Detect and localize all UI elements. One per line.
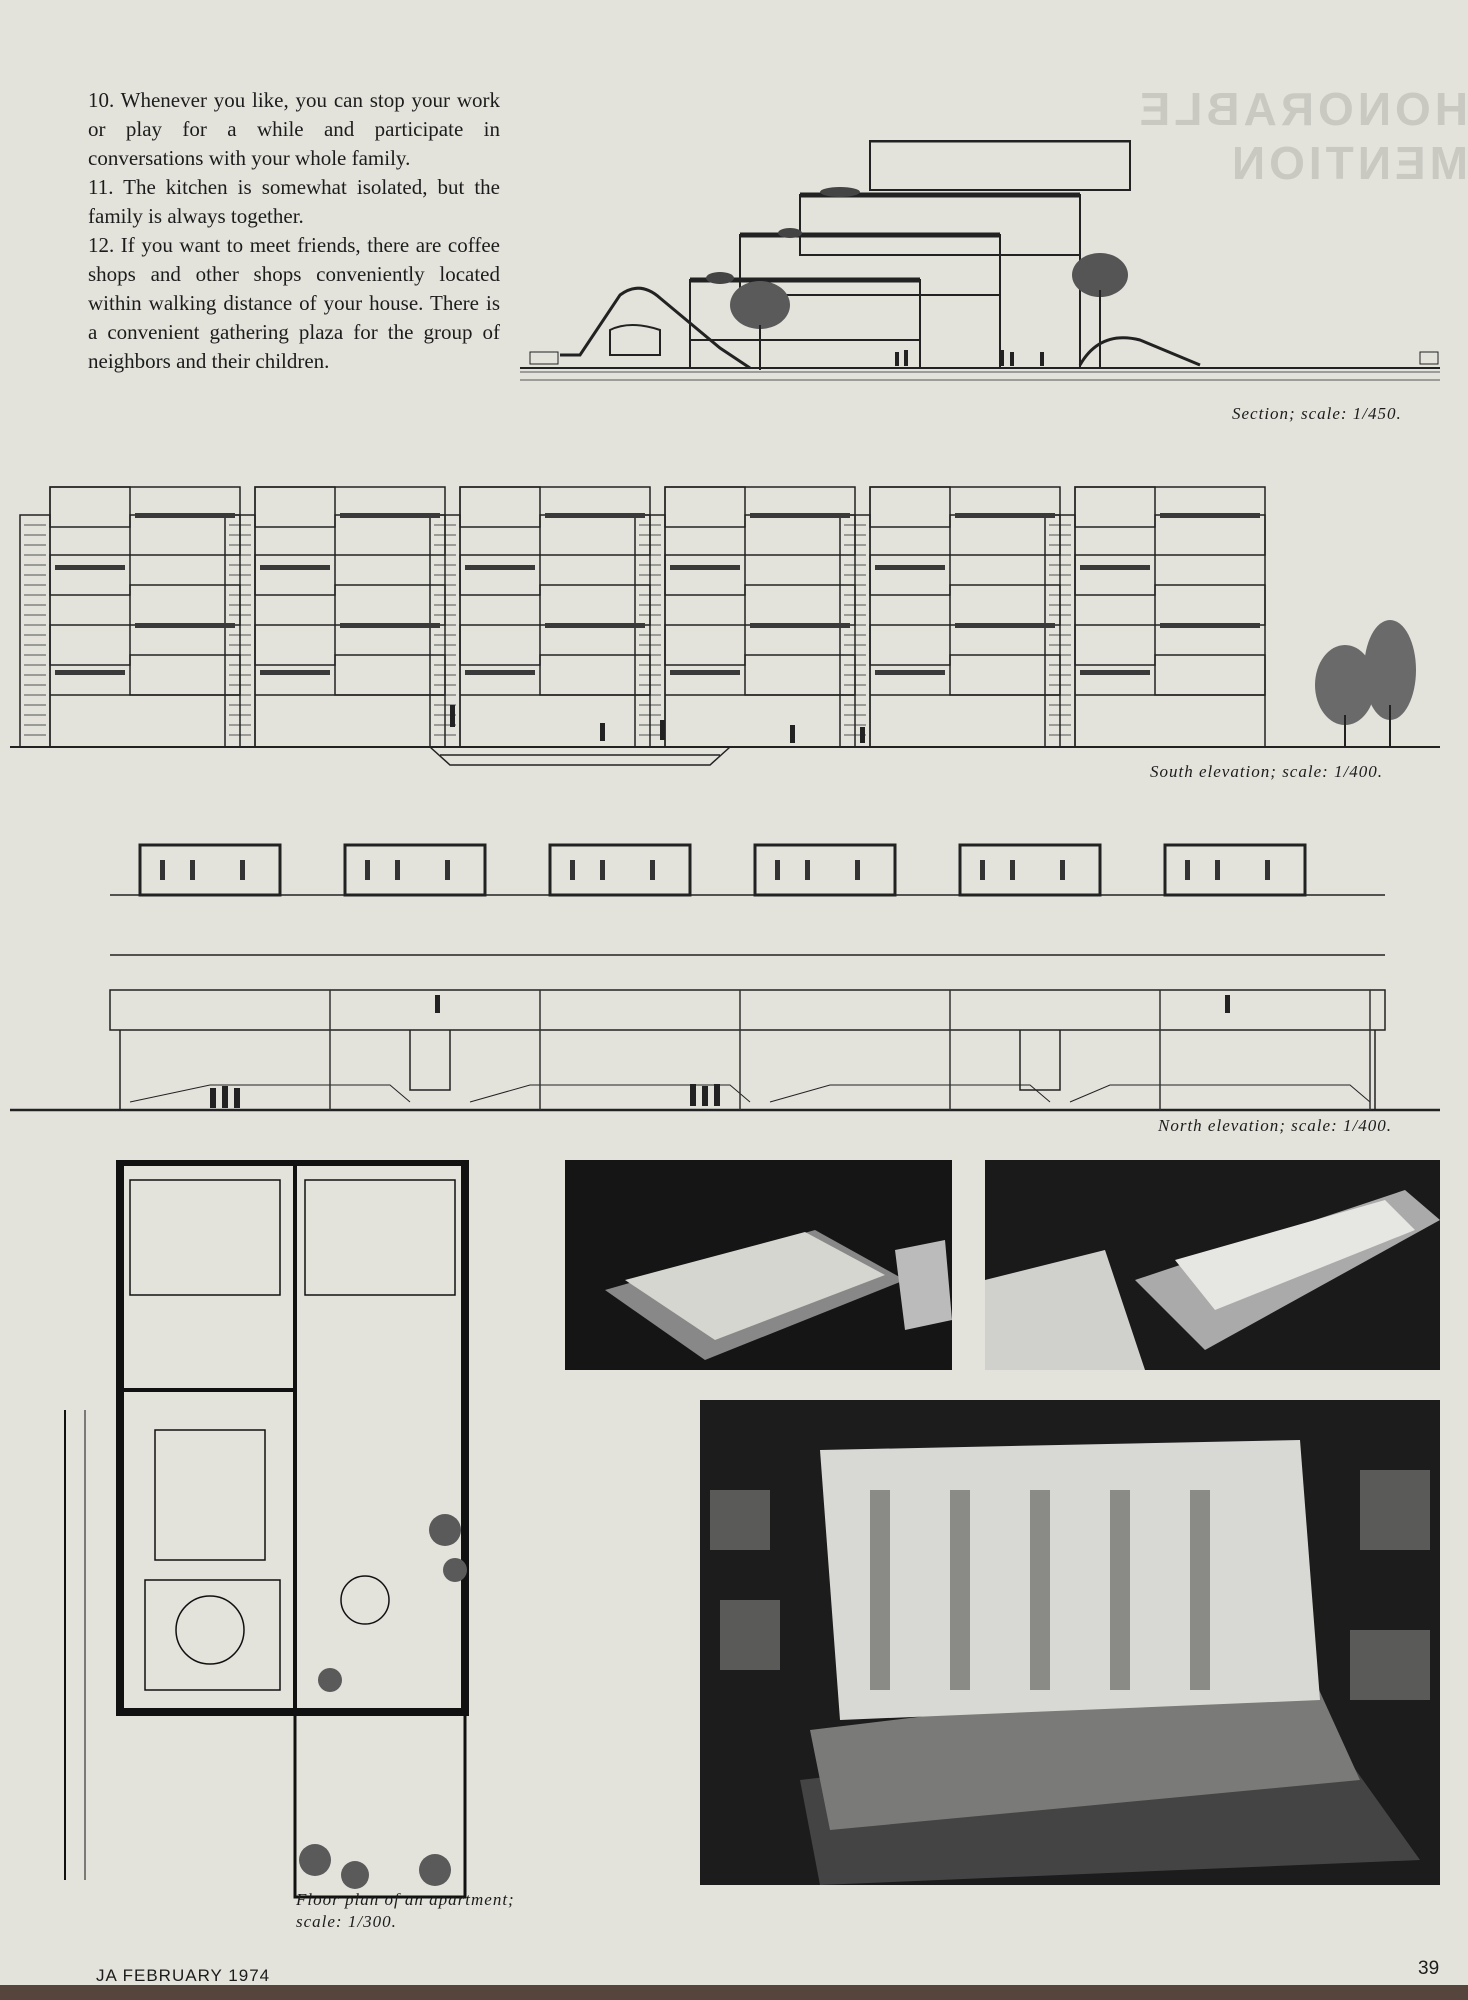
- north-elevation-caption: North elevation; scale: 1/400.: [1158, 1116, 1392, 1135]
- model-photo-3: [700, 1400, 1440, 1885]
- page-number: 39: [1418, 1958, 1440, 1979]
- page-binding-edge: [0, 1985, 1468, 2000]
- south-elevation-caption: South elevation; scale: 1/400.: [1150, 762, 1384, 781]
- south-elevation-drawing: [10, 475, 1455, 795]
- section-caption: Section; scale: 1/450.: [1232, 404, 1402, 423]
- body-text-column: [88, 86, 500, 376]
- show-through-heading: HONORABLE MENTION: [1135, 83, 1468, 189]
- floor-plan-caption-line1: Floor plan of an apartment;: [296, 1890, 515, 1909]
- model-photo-2: [985, 1160, 1440, 1370]
- paragraph-10: 10. Whenever you like, you can stop your work or play for a while and participate in conversations with your whole family.: [88, 88, 500, 170]
- section-tree: [725, 270, 795, 370]
- paragraph-11: 11. The kitchen is somewhat isolated, but the family is always together.: [88, 175, 500, 228]
- floor-plan-caption-line2: scale: 1/300.: [296, 1912, 397, 1931]
- section-drawing: [500, 140, 1440, 420]
- north-elevation-drawing: [10, 840, 1455, 1120]
- journal-footer: JA FEBRUARY 1974: [96, 1966, 271, 1985]
- model-photo-1: [565, 1160, 952, 1370]
- paragraph-12: 12. If you want to meet friends, there are coffee shops and other shops conveniently located within walking distance of your house. There is a convenient gathering plaza for the group of neighbors and their children.: [88, 233, 500, 373]
- floor-plan-drawing: [55, 1160, 475, 1900]
